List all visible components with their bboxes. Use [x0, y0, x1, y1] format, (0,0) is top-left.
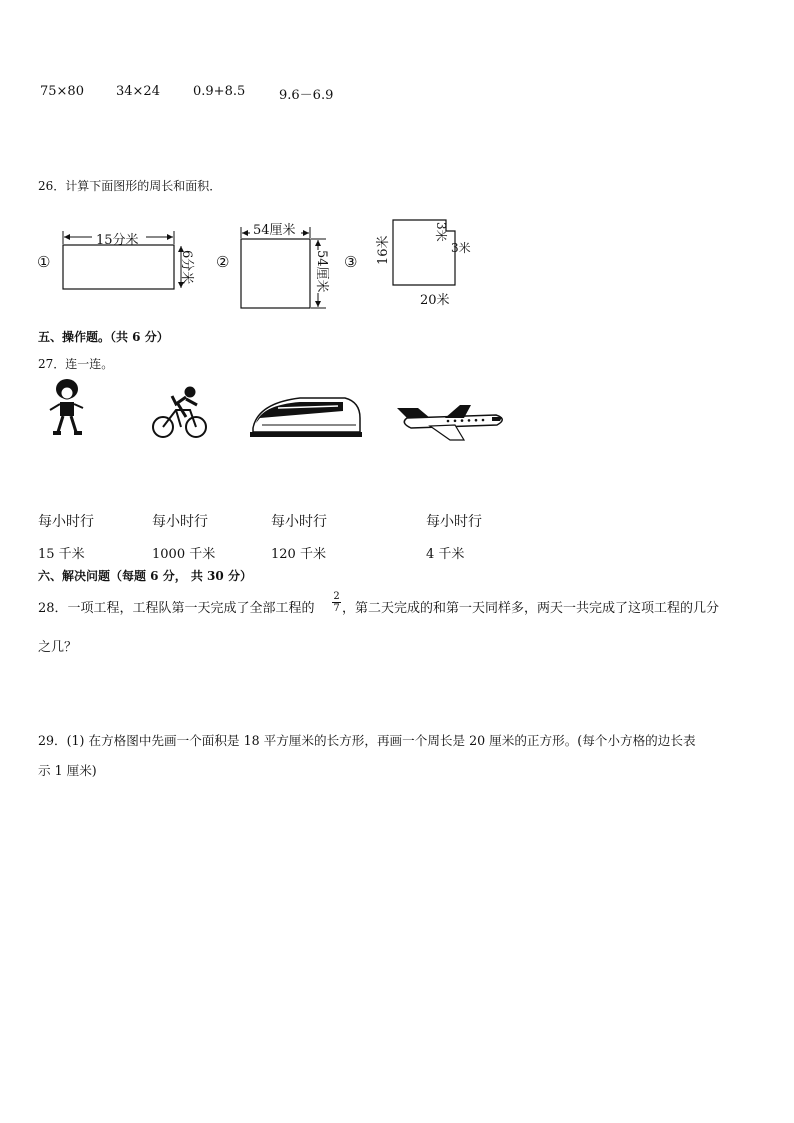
section6-heading: 六、解决问题（每题 6 分， 共 30 分） [38, 569, 252, 583]
q28-fraction-numerator: 2 [333, 591, 340, 602]
speed-value-4: 4 千米 [426, 547, 465, 562]
speed-label-2: 每小时行 [152, 514, 208, 530]
q27-title: 27．连一连。 [38, 357, 114, 371]
figure2-width-label: 54厘米 [253, 219, 296, 238]
figure2-marker: ② [216, 253, 230, 271]
q28-text-after: ，第二天完成的和第一天同样多，两天一共完成了这项工程的几分 [342, 601, 720, 616]
q29-line1: 29．(1) 在方格图中先画一个面积是 18 平方厘米的长方形，再画一个周长是 20 厘米的正方形。(每个小方格的边长表 [38, 733, 696, 748]
figure1-marker: ① [37, 253, 51, 271]
speed-label-3: 每小时行 [271, 514, 327, 530]
figure3-left-label: 16米 [376, 235, 391, 265]
figure3-notch-label-b: 3米 [451, 241, 471, 255]
speed-value-1: 15 千米 [38, 547, 85, 562]
q29-line2: 示 1 厘米) [38, 763, 97, 778]
q26-title: 26．计算下面图形的周长和面积． [38, 179, 222, 193]
speed-label-1: 每小时行 [38, 514, 94, 530]
figure1-width-label: 15分米 [96, 233, 139, 248]
figure3-notch-label-a: 3米 [434, 222, 448, 242]
figure1-height-label: 6分米 [179, 250, 194, 285]
bullet-train-icon [250, 398, 362, 437]
q28-text-line2: 之几？ [38, 640, 78, 655]
figure2-height-label: 54厘米 [314, 250, 333, 293]
calc-item-3: 0.9+8.5 [193, 84, 246, 99]
section5-heading: 五、操作题。（共 6 分） [38, 330, 169, 344]
q28-fraction [332, 591, 341, 614]
cyclist-icon [153, 387, 206, 437]
girl-walking-icon [50, 379, 83, 435]
airplane-icon [397, 405, 502, 440]
calc-item-2: 34×24 [116, 84, 160, 99]
speed-label-4: 每小时行 [426, 514, 482, 530]
figure3-bottom-label: 20米 [420, 293, 450, 308]
calc-item-4: 9.6－6.9 [279, 88, 334, 103]
q28-text-before: 28．一项工程，工程队第一天完成了全部工程的 [38, 601, 315, 616]
speed-value-3: 120 千米 [271, 547, 326, 562]
calc-item-1: 75×80 [40, 84, 84, 99]
speed-value-2: 1000 千米 [152, 547, 216, 562]
figure3-marker: ③ [344, 253, 358, 271]
q28-fraction-denominator: 7 [333, 603, 340, 614]
